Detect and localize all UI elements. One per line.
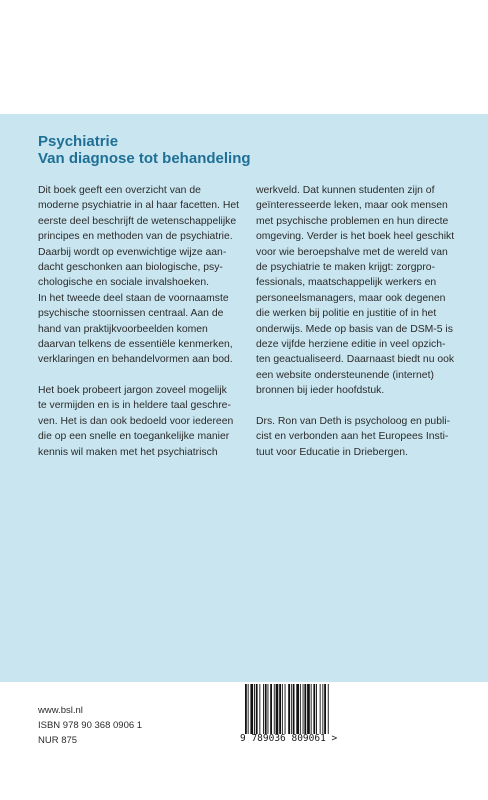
- barcode-bar: [285, 684, 286, 734]
- isbn-barcode: [245, 684, 353, 734]
- text-line: hand van praktijkvoorbeelden komen: [38, 323, 208, 335]
- book-title: Psychiatrie: [38, 133, 119, 150]
- text-line: Het boek probeert jargon zoveel mogelijk: [38, 384, 227, 396]
- barcode-bar: [250, 684, 253, 734]
- barcode-bar: [307, 684, 310, 734]
- barcode-bar: [328, 684, 329, 734]
- barcode-bar: [265, 684, 267, 734]
- text-line: die op een snelle en toegankelijke manier: [38, 431, 230, 443]
- book-subtitle: Van diagnose tot behandeling: [38, 150, 251, 167]
- barcode-bar: [279, 684, 281, 734]
- text-line: de psychiatrie te maken krijgt: zorgpro-: [256, 262, 436, 274]
- barcode-bar: [322, 684, 323, 734]
- publisher-website: www.bsl.nl: [38, 705, 83, 716]
- text-line: dacht geschonken aan biologische, psy-: [38, 262, 223, 274]
- text-line: ten geactualiseerd. Daarnaast biedt nu ook: [256, 354, 455, 366]
- barcode-bar: [324, 684, 326, 734]
- text-line: In het tweede deel staan de voornaamste: [38, 292, 229, 304]
- text-line: fessionals, maatschappelijk werkers en: [256, 277, 437, 289]
- barcode-bar: [300, 684, 301, 734]
- barcode-digits: 9 789036 809061 >: [240, 733, 338, 744]
- text-line: omgeving. Verder is het boek heel geschikt: [256, 231, 455, 243]
- barcode-bar: [254, 684, 255, 734]
- text-line: daarvan telkens de essentiële kenmerken,: [38, 339, 233, 351]
- barcode-bar: [316, 684, 317, 734]
- text-line: bronnen bij ieder hoofdstuk.: [256, 385, 385, 397]
- barcode-bar: [259, 684, 260, 734]
- blurb-paragraph-3: [256, 183, 470, 399]
- text-line: eerste deel beschrijft de wetenschappelijke: [38, 215, 237, 227]
- text-line: psychische stoornissen centraal. Aan de: [38, 308, 224, 320]
- text-line: een website ondersteunende (internet): [256, 369, 434, 381]
- text-line: Drs. Ron van Deth is psycholoog en publi-: [256, 415, 451, 427]
- text-line: principes en methoden van de psychiatrie.: [38, 231, 233, 243]
- text-line: personeelsmanagers, maar ook degenen: [256, 292, 446, 304]
- barcode-bar: [263, 684, 264, 734]
- barcode-bar: [282, 684, 283, 734]
- blurb-left-column: [38, 183, 252, 460]
- blurb-paragraph-1: [38, 183, 252, 368]
- barcode-bar: [256, 684, 258, 734]
- blurb-right-column: [256, 183, 470, 460]
- text-line: onderwijs. Mede op basis van de DSM-5 is: [256, 323, 453, 335]
- barcode-bar: [320, 684, 321, 734]
- text-line: kennis wil maken met het psychiatrisch: [38, 446, 218, 458]
- barcode-bar: [276, 684, 279, 734]
- barcode-bar: [303, 684, 304, 734]
- text-line: deze vijfde herziene editie in veel opzich-: [256, 339, 446, 351]
- barcode-bar: [291, 684, 292, 734]
- isbn-number: ISBN 978 90 368 0906 1: [38, 719, 143, 731]
- barcode-bar: [304, 684, 306, 734]
- text-line: werkveld. Dat kunnen studenten zijn of: [256, 185, 435, 196]
- text-line: cist en verbonden aan het Europees Insti-: [256, 431, 449, 443]
- barcode-bar: [248, 684, 249, 734]
- barcode-bar: [311, 684, 312, 734]
- barcode-bar: [274, 684, 275, 734]
- text-line: voor wie beroepshalve met de wereld van: [256, 246, 448, 258]
- barcode-bar: [245, 684, 247, 734]
- text-line: ven. Het is dan ook bedoeld voor iedereen: [38, 415, 234, 427]
- top-margin: [0, 0, 488, 114]
- text-line: met psychische problemen en hun directe: [256, 215, 449, 227]
- imprint-block: [38, 704, 142, 748]
- text-line: tuut voor Educatie in Driebergen.: [256, 446, 408, 458]
- barcode-bar: [296, 684, 299, 734]
- text-line: Daarbij wordt op evenwichtige wijze aan-: [38, 246, 227, 258]
- barcode-bar: [268, 684, 269, 734]
- text-line: moderne psychiatrie in al haar facetten. Het: [38, 200, 239, 212]
- text-line: die werken bij politie en justitie of in het: [256, 308, 437, 320]
- barcode-bar: [270, 684, 272, 734]
- text-line: Dit boek geeft een overzicht van de: [38, 185, 201, 196]
- nur-code: NUR 875: [38, 734, 78, 746]
- author-bio: [256, 414, 470, 460]
- barcode-bar: [293, 684, 295, 734]
- text-line: chologische en sociale invalshoeken.: [38, 277, 209, 289]
- barcode-bar: [288, 684, 290, 734]
- text-line: verklaringen en behandelvormen aan bod.: [38, 354, 233, 366]
- text-line: te vermijden en is in heldere taal geschre-: [38, 400, 231, 412]
- blurb-paragraph-2: [38, 383, 252, 460]
- barcode-bar: [313, 684, 315, 734]
- text-line: geïnteresseerde leken, maar ook mensen: [256, 200, 448, 212]
